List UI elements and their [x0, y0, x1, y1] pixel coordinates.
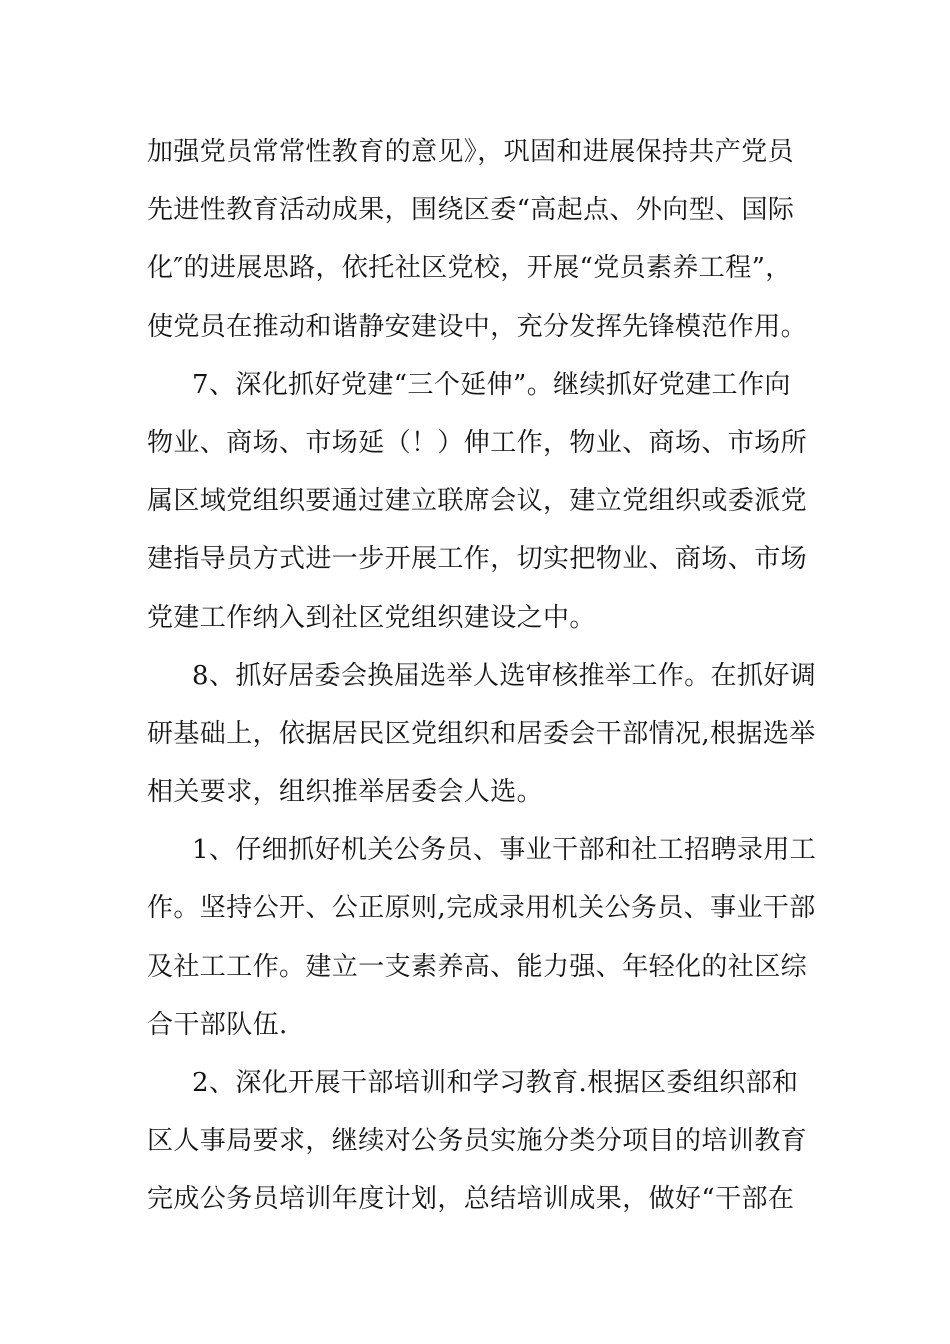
- paragraph-start-line: 1、仔细抓好机关公务员、事业干部和社工招聘录用工: [192, 835, 817, 866]
- document-body: [147, 130, 827, 1236]
- text-line: 使党员在推动和谐静安建设中，充分发挥先锋模范作用。: [147, 311, 808, 342]
- text-line: 作。坚持公开、公正原则,完成录用机关公务员、事业干部: [147, 893, 816, 924]
- text-line: 物业、商场、市场延（！）伸工作，物业、商场、市场所: [147, 427, 808, 458]
- text-line: 建指导员方式进一步开展工作，切实把物业、商场、市场: [147, 544, 808, 575]
- text-line: 及社工工作。建立一支素养高、能力强、年轻化的社区综: [147, 951, 808, 982]
- text-line: 完成公务员培训年度计划，总结培训成果，做好“干部在: [147, 1184, 795, 1215]
- text-line: 化″的进展思路，依托社区党校，开展“党员素养工程”，: [147, 253, 792, 284]
- text-line: 先进性教育活动成果，围绕区委“高起点、外向型、国际: [147, 195, 795, 226]
- text-line: 研基础上，依据居民区党组织和居委会干部情况,根据选举: [147, 718, 816, 749]
- paragraph-start-line: 8、抓好居委会换届选举人选审核推举工作。在抓好调: [192, 660, 817, 691]
- paragraph-start-line: 7、深化抓好党建“三个延伸”。继续抓好党建工作向: [192, 369, 791, 400]
- text-line: 加强党员常常性教育的意见》，巩固和进展保持共产党员: [147, 137, 795, 167]
- text-line: 合干部队伍.: [147, 1009, 288, 1040]
- text-line: 相关要求，组织推举居委会人选。: [147, 777, 544, 808]
- text-line: 区人事局要求，继续对公务员实施分类分项目的培训教育: [147, 1126, 808, 1157]
- paragraph-start-line: 2、深化开展干部培训和学习教育.根据区委组织部和: [192, 1068, 799, 1098]
- text-line: 属区域党组织要通过建立联席会议，建立党组织或委派党: [147, 486, 808, 517]
- text-line: 党建工作纳入到社区党组织建设之中。: [147, 602, 596, 633]
